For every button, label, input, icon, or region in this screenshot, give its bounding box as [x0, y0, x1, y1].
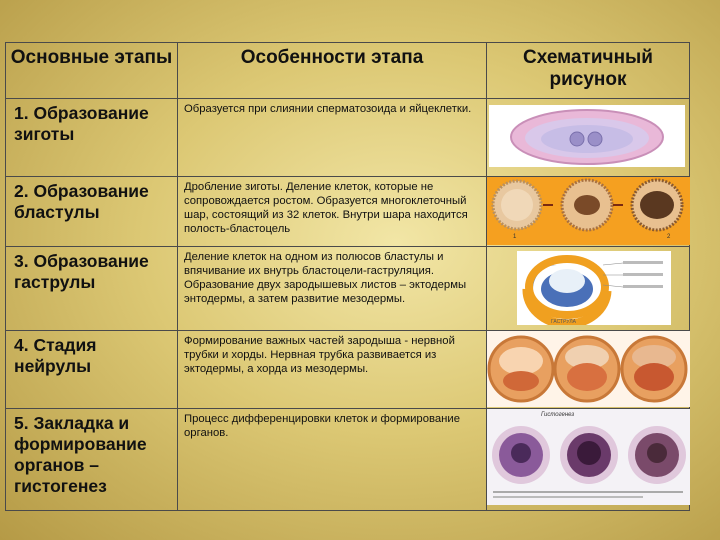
scheme-cell	[487, 177, 690, 247]
header-row	[6, 43, 690, 99]
stage-description: Образуется при слиянии сперматозоида и яйцеклетки.	[178, 99, 487, 177]
figure-label-1: 1	[513, 234, 517, 240]
organogenesis-image	[487, 409, 690, 505]
stage-name: 5. Закладка и формирование органов – гистогенез	[6, 409, 178, 511]
stage-description: Дробление зиготы. Деление клеток, которые не сопровождается ростом. Образуется многоклеточный шар, состоящий из 32 клеток. Внутри шара находится полость-бластоцель	[178, 177, 487, 247]
stages-table	[5, 42, 690, 511]
stage-name: 4. Стадия нейрулы	[6, 331, 178, 409]
neurula-image	[487, 331, 690, 407]
scheme-cell	[487, 409, 690, 511]
gastrula-caption: ГАСТРУЛА	[551, 319, 576, 325]
header-stages: Основные этапы	[6, 43, 178, 99]
header-features: Особенности этапа	[178, 43, 487, 99]
table-row	[6, 247, 690, 331]
blastula-image	[487, 177, 690, 245]
stage-name: 3. Образование гаструлы	[6, 247, 178, 331]
stage-description: Деление клеток на одном из полюсов бластулы и впячивание их внутрь бластоцели-гаструляция. Образование двух зародышевых листов – эктодермы энтодермы, а затем развитие мезодермы.	[178, 247, 487, 331]
scheme-cell	[487, 247, 690, 331]
scheme-cell	[487, 331, 690, 409]
stage-name: 2. Образование бластулы	[6, 177, 178, 247]
zygote-image	[489, 105, 685, 167]
figure-label-2: 2	[667, 234, 671, 240]
scheme-cell	[487, 99, 690, 177]
organogenesis-caption: Гистогенез	[541, 412, 575, 418]
table-row	[6, 409, 690, 511]
stage-description: Формирование важных частей зародыша - нервной трубки и хорды. Нервная трубка развивается из эктодермы, а хорда из мезодермы.	[178, 331, 487, 409]
stage-description: Процесс дифференцировки клеток и формирование органов.	[178, 409, 487, 511]
table-row	[6, 177, 690, 247]
header-scheme: Схематичный рисунок	[487, 43, 690, 99]
table-row	[6, 331, 690, 409]
gastrula-image	[517, 251, 671, 325]
table-row	[6, 99, 690, 177]
stage-name: 1. Образование зиготы	[6, 99, 178, 177]
